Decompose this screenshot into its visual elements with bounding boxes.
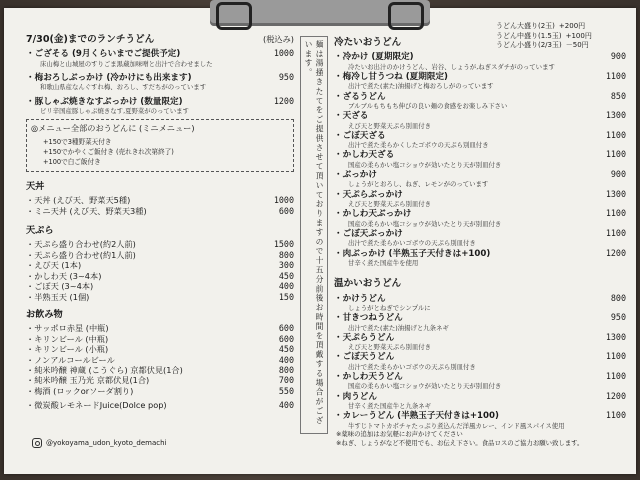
drink-item-name: ・ノンアルコールビール (26, 354, 115, 365)
size-label: うどん大盛り(2玉) (496, 22, 555, 30)
lunch-item (26, 48, 294, 59)
warm-item-name: ・かけうどん (334, 293, 386, 304)
warm-item (334, 410, 626, 421)
cold-item-price: 1100 (605, 208, 626, 219)
clipboard-clip (210, 0, 430, 26)
footer-line: ※薬味の追加はお気軽にお声かけてください (336, 430, 463, 438)
clip-ring-icon (388, 2, 424, 30)
lunch-item-name: ・豚しゃぶ焼きなすぶっかけ (数量限定) (26, 96, 183, 107)
tendon-item (26, 195, 294, 205)
tempura-item-price: 450 (278, 270, 294, 281)
right-column (334, 38, 626, 430)
mini-menu-line: +100で白ご飯付き (43, 158, 101, 167)
lunch-item-note: ピリ辛国産豚しゃぶ焼きなす,夏野菜がのっています (40, 107, 189, 116)
instagram-icon (32, 438, 42, 448)
cold-title: 冷たいおうどん (334, 37, 402, 48)
warm-item-name: ・甘きつねうどん (334, 313, 403, 324)
cold-item-note: 出汁で煮た柔らかくしたゴボウの天ぷら別皿付き (348, 141, 489, 150)
cold-item-name: ・天ぷらぶっかけ (334, 189, 403, 200)
mini-menu-box (26, 119, 294, 172)
tempura-item-name: ・えび天 (1本) (26, 260, 82, 271)
tempura-item-name: ・天ぷら盛り合わせ(約1人前) (26, 249, 136, 260)
warm-item-price: 1200 (605, 390, 626, 401)
cold-item-note: 国産の柔らかい塩コショウが効いたとり天が別皿付き (348, 219, 502, 228)
tendon-item-price: 1000 (273, 195, 294, 206)
cold-item (334, 51, 626, 62)
tempura-item (26, 260, 294, 270)
cold-item-price: 1300 (605, 188, 626, 199)
size-price: －50円 (565, 41, 589, 50)
warm-item (334, 332, 626, 343)
drink-item (26, 355, 294, 365)
warm-item-note: 牛すじトマトカボチャたっぷり煮込んだ洋風カレー、インド風スパイス使用 (348, 421, 565, 430)
tendon-title: 天丼 (26, 180, 45, 192)
cold-item-note: 出汁で煮た柔らかいゴボウの天ぷら別皿付き (348, 239, 476, 248)
warm-item-price: 1100 (605, 351, 626, 362)
lunch-item (26, 72, 294, 83)
warm-item-note: 甘辛く煮た国産牛と九条ネギ (348, 401, 432, 410)
cold-item-note: えび天と野菜天ぷら別皿付き (348, 200, 432, 209)
vertical-note: 麺は湯掻きたてをご提供させて頂いておりますので十五分前後お時間を頂戴する場合がございます。 (300, 36, 328, 434)
warm-item-price: 800 (610, 292, 626, 303)
tempura-item (26, 281, 294, 291)
tempura-item-price: 800 (278, 249, 294, 260)
drink-item-price: 450 (278, 344, 294, 355)
cold-item-name: ・かしわ天ぶっかけ (334, 209, 412, 220)
lunch-header (26, 34, 294, 48)
instagram-handle (32, 438, 167, 448)
drink-item-price: 600 (278, 333, 294, 344)
warm-item-note: 出汁で煮た柔らかいゴボウの天ぷら別皿付き (348, 362, 476, 371)
warm-item-note: 国産の柔らかい塩コショウが効いたとり天が別皿付き (348, 382, 502, 391)
drink-item-name: ・キリンビール (小瓶) (26, 344, 109, 355)
drink-item (26, 365, 294, 375)
drink-item-price: 550 (278, 385, 294, 396)
mini-menu-line: +150で3種野菜天付き (43, 137, 112, 146)
drink-item (26, 323, 294, 333)
lunch-title: 7/30(金)までのランチうどん (26, 34, 155, 45)
warm-item-name: ・天ぷらうどん (334, 332, 395, 343)
lunch-item-price: 1000 (273, 48, 294, 59)
warm-item-note: しょうがとねぎでシンプルに (348, 303, 431, 312)
tendon-item-name: ・天丼 (えび天、野菜天5種) (26, 195, 131, 206)
warm-item-name: ・肉うどん (334, 391, 377, 402)
cold-item-name: ・ぶっかけ (334, 170, 377, 181)
cold-item-price: 1100 (605, 227, 626, 238)
cold-item-price: 900 (610, 51, 626, 62)
drink-item-name: ・純米吟醸 神蔵 (こうぐら) 京都伏見(1合) (26, 364, 183, 375)
warm-item (334, 351, 626, 362)
lunch-item (26, 96, 294, 107)
cold-item-name: ・ざるうどん (334, 91, 386, 102)
warm-item (334, 391, 626, 402)
tempura-item-name: ・半熟玉天 (1個) (26, 291, 90, 302)
drink-item-name: ・微炭酸レモネードJuice(Dolce pop) (26, 400, 167, 411)
cold-item (334, 91, 626, 102)
size-price: +200円 (558, 22, 586, 30)
tempura-item (26, 271, 294, 281)
size-label: うどん中盛り(1.5玉) (496, 31, 562, 40)
tempura-item-price: 400 (278, 281, 294, 292)
drink-item (26, 400, 294, 410)
drink-item-price: 400 (278, 354, 294, 365)
lunch-item-note: 和歌山県産なんぐすれ梅、おろし、すだちがのっています (40, 83, 207, 92)
warm-item (334, 312, 626, 323)
warm-item-price: 950 (610, 312, 626, 323)
cold-item-price: 1100 (605, 129, 626, 140)
left-column (26, 34, 294, 411)
menu-paper (4, 8, 636, 474)
cold-item-name: ・ごぼ天ぶっかけ (334, 228, 403, 239)
lunch-item-price: 950 (278, 72, 294, 83)
warm-item-name: ・カレーうどん (半熟玉子天付きは+100) (334, 411, 499, 422)
drink-item (26, 386, 294, 396)
cold-item (334, 189, 626, 200)
tempura-item-name: ・天ぷら盛り合わせ(約2人前) (26, 239, 136, 250)
instagram-text: @yokoyama_udon_kyoto_demachi (46, 439, 167, 447)
cold-item-price: 1200 (605, 247, 626, 258)
drink-item-price: 700 (278, 375, 294, 386)
footer-line: ※ねぎ、しょうがなど不使用でも、お伝え下さい。食品ロスのご協力お願い致します。 (336, 439, 584, 447)
warm-item-name: ・ごぼ天うどん (334, 352, 395, 363)
warm-item-note: えび天と野菜天ぷら別皿付き (348, 343, 432, 352)
cold-item-note: 冷たいお出汁のかけうどん、岩谷、しょうが,ねぎスダチがのっています (348, 62, 555, 71)
cold-item-note: 出汁で煮た(素た)油揚げと梅おろしがのっています (348, 82, 494, 91)
cold-item-name: ・梅冷し甘うつね (夏期限定) (334, 72, 448, 83)
drink-item-name: ・キリンビール (中瓶) (26, 333, 109, 344)
tempura-item (26, 239, 294, 249)
drink-item-name: ・純米吟醸 玉乃光 京都伏見(1合) (26, 375, 150, 386)
warm-item-price: 1100 (605, 370, 626, 381)
tempura-item-price: 150 (278, 291, 294, 302)
cold-item-name: ・肉ぶっかけ (半熟玉子天付きは+100) (334, 248, 491, 259)
lunch-item-name: ・ござそる (9月くらいまでご提供予定) (26, 49, 181, 60)
clip-ring-icon (216, 2, 252, 30)
cold-item-price: 1100 (605, 149, 626, 160)
tempura-item-price: 1500 (273, 239, 294, 250)
warm-item (334, 293, 626, 304)
cold-item-price: 850 (610, 90, 626, 101)
mini-menu-line: +150でかやくご飯付き (売れきれ次第終了) (43, 148, 174, 157)
tempura-item-price: 300 (278, 260, 294, 271)
warm-item-name: ・かしわ天うどん (334, 371, 403, 382)
cold-item-price: 1100 (605, 71, 626, 82)
drink-item-price: 800 (278, 364, 294, 375)
cold-item (334, 130, 626, 141)
cold-item (334, 169, 626, 180)
size-option (496, 22, 592, 32)
cold-item (334, 71, 626, 82)
cold-item (334, 248, 626, 259)
size-label: うどん小盛り(2/3玉) (496, 41, 562, 50)
lunch-list (26, 48, 294, 115)
warm-item-price: 1300 (605, 331, 626, 342)
size-price: +100円 (565, 31, 592, 40)
tempura-item-name: ・かしわ天 (3~4本) (26, 270, 102, 281)
cold-item-note: えび天と野菜天ぷら別皿付き (348, 121, 432, 130)
cold-item-note: 国産の柔らかい塩コショウが効いたとり天が別皿付き (348, 160, 502, 169)
tempura-item (26, 292, 294, 302)
warm-item-note: 出汁で煮た(素た)油揚げと九条ネギ (348, 323, 449, 332)
drink-item-price: 600 (278, 323, 294, 334)
cold-item-price: 1300 (605, 110, 626, 121)
cold-item-note: しょうがとおろし、ねぎ、レモンがのっています (348, 180, 489, 189)
drink-item-name: ・梅酒 (ロックorソーダ割り) (26, 385, 134, 396)
tax-label: (税込み) (263, 34, 294, 44)
cold-item (334, 149, 626, 160)
tempura-item-name: ・ごぼ天 (3~4本) (26, 281, 94, 292)
drink-item (26, 344, 294, 354)
tendon-item (26, 206, 294, 216)
tempura-item (26, 250, 294, 260)
tendon-item-price: 600 (278, 205, 294, 216)
drink-item (26, 375, 294, 385)
cold-item (334, 208, 626, 219)
drink-item-price: 400 (278, 400, 294, 411)
warm-item (334, 371, 626, 382)
cold-item-note: 甘辛く煮た国産牛を使用 (348, 258, 419, 267)
cold-item-price: 900 (610, 169, 626, 180)
drink-item-name: ・サッポロ赤星 (中瓶) (26, 323, 109, 334)
cold-item-name: ・冷かけ (夏期限定) (334, 52, 414, 63)
middle-column (300, 36, 326, 434)
cold-item (334, 110, 626, 121)
lunch-item-price: 1200 (273, 95, 294, 106)
cold-item-note: ブルブルもちもち伸びの良い麺の食感をお楽しみ下さい (348, 102, 508, 111)
mini-menu-title: ◎メニュー全部のおうどんに (ミニメニュー) (31, 123, 195, 134)
lunch-item-name: ・梅おろしぶっかけ (冷かけにも出来ます) (26, 73, 192, 84)
warm-item-price: 1100 (605, 410, 626, 421)
cold-item-name: ・ごぼ天ざる (334, 130, 386, 141)
cold-item-name: ・天ざる (334, 111, 369, 122)
tempura-title: 天ぷら (26, 225, 54, 237)
drinks-title: お飲み物 (26, 308, 63, 320)
drink-item (26, 334, 294, 344)
warm-title: 温かいおうどん (334, 278, 402, 290)
cold-item (334, 228, 626, 239)
tendon-item-name: ・ミニ天丼 (えび天、野菜天3種) (26, 205, 147, 216)
lunch-item-note: 床山梅と山城屋のすりごま黒蔵加味噌と出汁で合わせました (40, 59, 213, 68)
footer-notes (336, 430, 583, 448)
cold-item-name: ・かしわ天ざる (334, 150, 395, 161)
